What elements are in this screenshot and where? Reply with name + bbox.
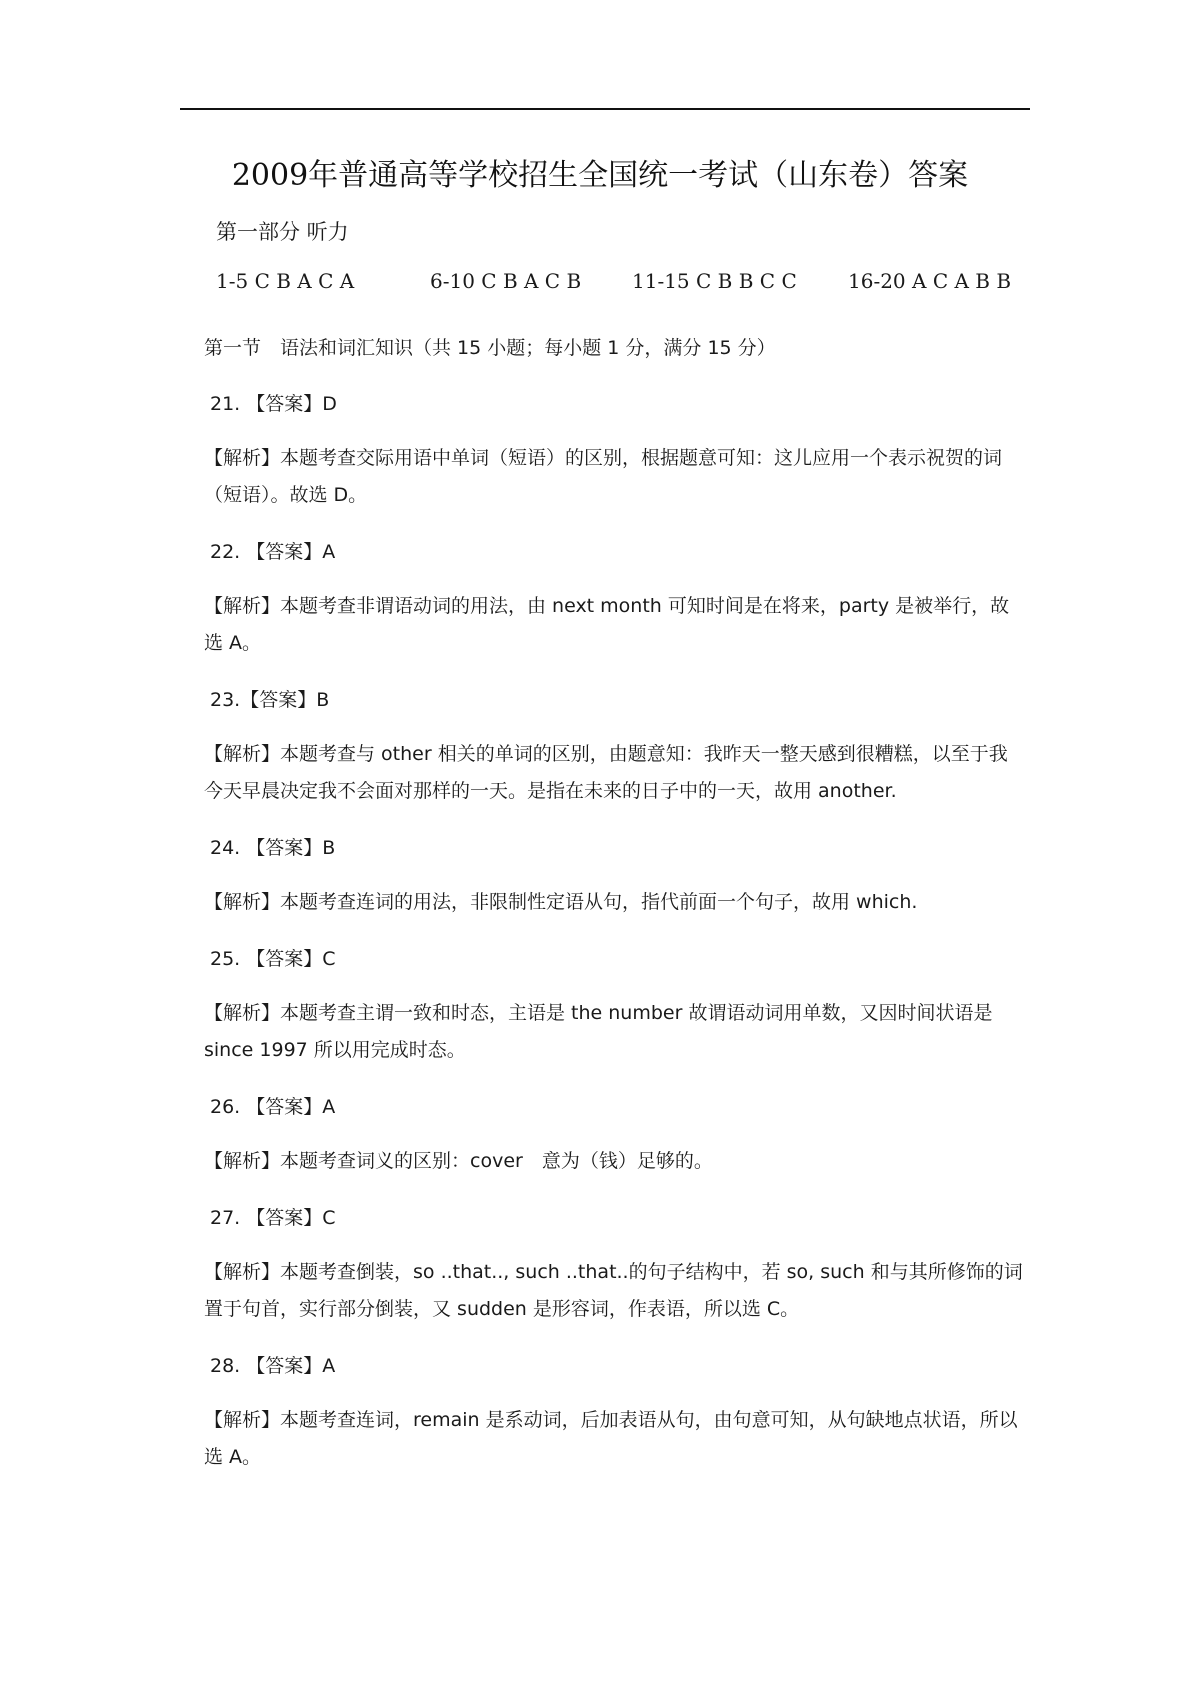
question-answer: 23.【答案】B xyxy=(210,689,330,711)
listening-answers xyxy=(0,264,1200,298)
question-analysis: 【解析】本题考查交际用语中单词（短语）的区别，根据题意可知：这儿应用一个表示祝贺的词（短语）。故选 D。 xyxy=(204,447,1003,506)
header-rule xyxy=(180,108,1030,110)
question-analysis: 【解析】本题考查连词，remain 是系动词，后加表语从句，由句意可知，从句缺地点状语，所以选 A。 xyxy=(204,1409,1018,1468)
question-answer: 26. 【答案】A xyxy=(210,1096,336,1118)
question-answer: 24. 【答案】B xyxy=(210,837,336,859)
question-block xyxy=(204,536,1024,662)
question-answer: 21. 【答案】D xyxy=(210,393,337,415)
question-answer: 27. 【答案】C xyxy=(210,1207,336,1229)
answer-content xyxy=(204,332,1024,1498)
question-answer: 22. 【答案】A xyxy=(210,541,336,563)
question-analysis: 【解析】本题考查词义的区别：cover 意为（钱）足够的。 xyxy=(204,1150,713,1172)
question-analysis: 【解析】本题考查非谓语动词的用法，由 next month 可知时间是在将来，party 是被举行，故选 A。 xyxy=(204,595,1010,654)
question-block xyxy=(204,1091,1024,1180)
section-heading-grammar: 第一节 语法和词汇知识（共 15 小题；每小题 1 分，满分 15 分） xyxy=(204,337,776,359)
question-block xyxy=(204,943,1024,1069)
question-analysis: 【解析】本题考查主谓一致和时态，主语是 the number 故谓语动词用单数，又因时间状语是 since 1997 所以用完成时态。 xyxy=(204,1002,993,1061)
page-title: 2009年普通高等学校招生全国统一考试（山东卷）答案 xyxy=(231,158,969,193)
part-heading-listening: 第一部分 听力 xyxy=(216,220,349,244)
listening-answer-group: 6-10 C B A C B xyxy=(430,269,582,293)
question-block xyxy=(204,388,1024,514)
question-answer: 28. 【答案】A xyxy=(210,1355,336,1377)
question-analysis: 【解析】本题考查倒装，so ..that.., such ..that..的句子结构中，若 so, such 和与其所修饰的词置于句首，实行部分倒装，又 sudden 是形容词，作表语，所以选 C。 xyxy=(204,1261,1023,1320)
listening-answer-group: 16-20 A C A B B xyxy=(848,269,1012,293)
question-block xyxy=(204,684,1024,810)
listening-answer-group: 1-5 C B A C A xyxy=(216,269,355,293)
question-analysis: 【解析】本题考查连词的用法，非限制性定语从句，指代前面一个句子，故用 which. xyxy=(204,891,918,913)
question-block xyxy=(204,832,1024,921)
question-block xyxy=(204,1350,1024,1476)
question-block xyxy=(204,1202,1024,1328)
question-analysis: 【解析】本题考查与 other 相关的单词的区别，由题意知：我昨天一整天感到很糟糕，以至于我今天早晨决定我不会面对那样的一天。是指在未来的日子中的一天，故用 another. xyxy=(204,743,1008,802)
listening-answer-group: 11-15 C B B C C xyxy=(632,269,797,293)
question-answer: 25. 【答案】C xyxy=(210,948,336,970)
